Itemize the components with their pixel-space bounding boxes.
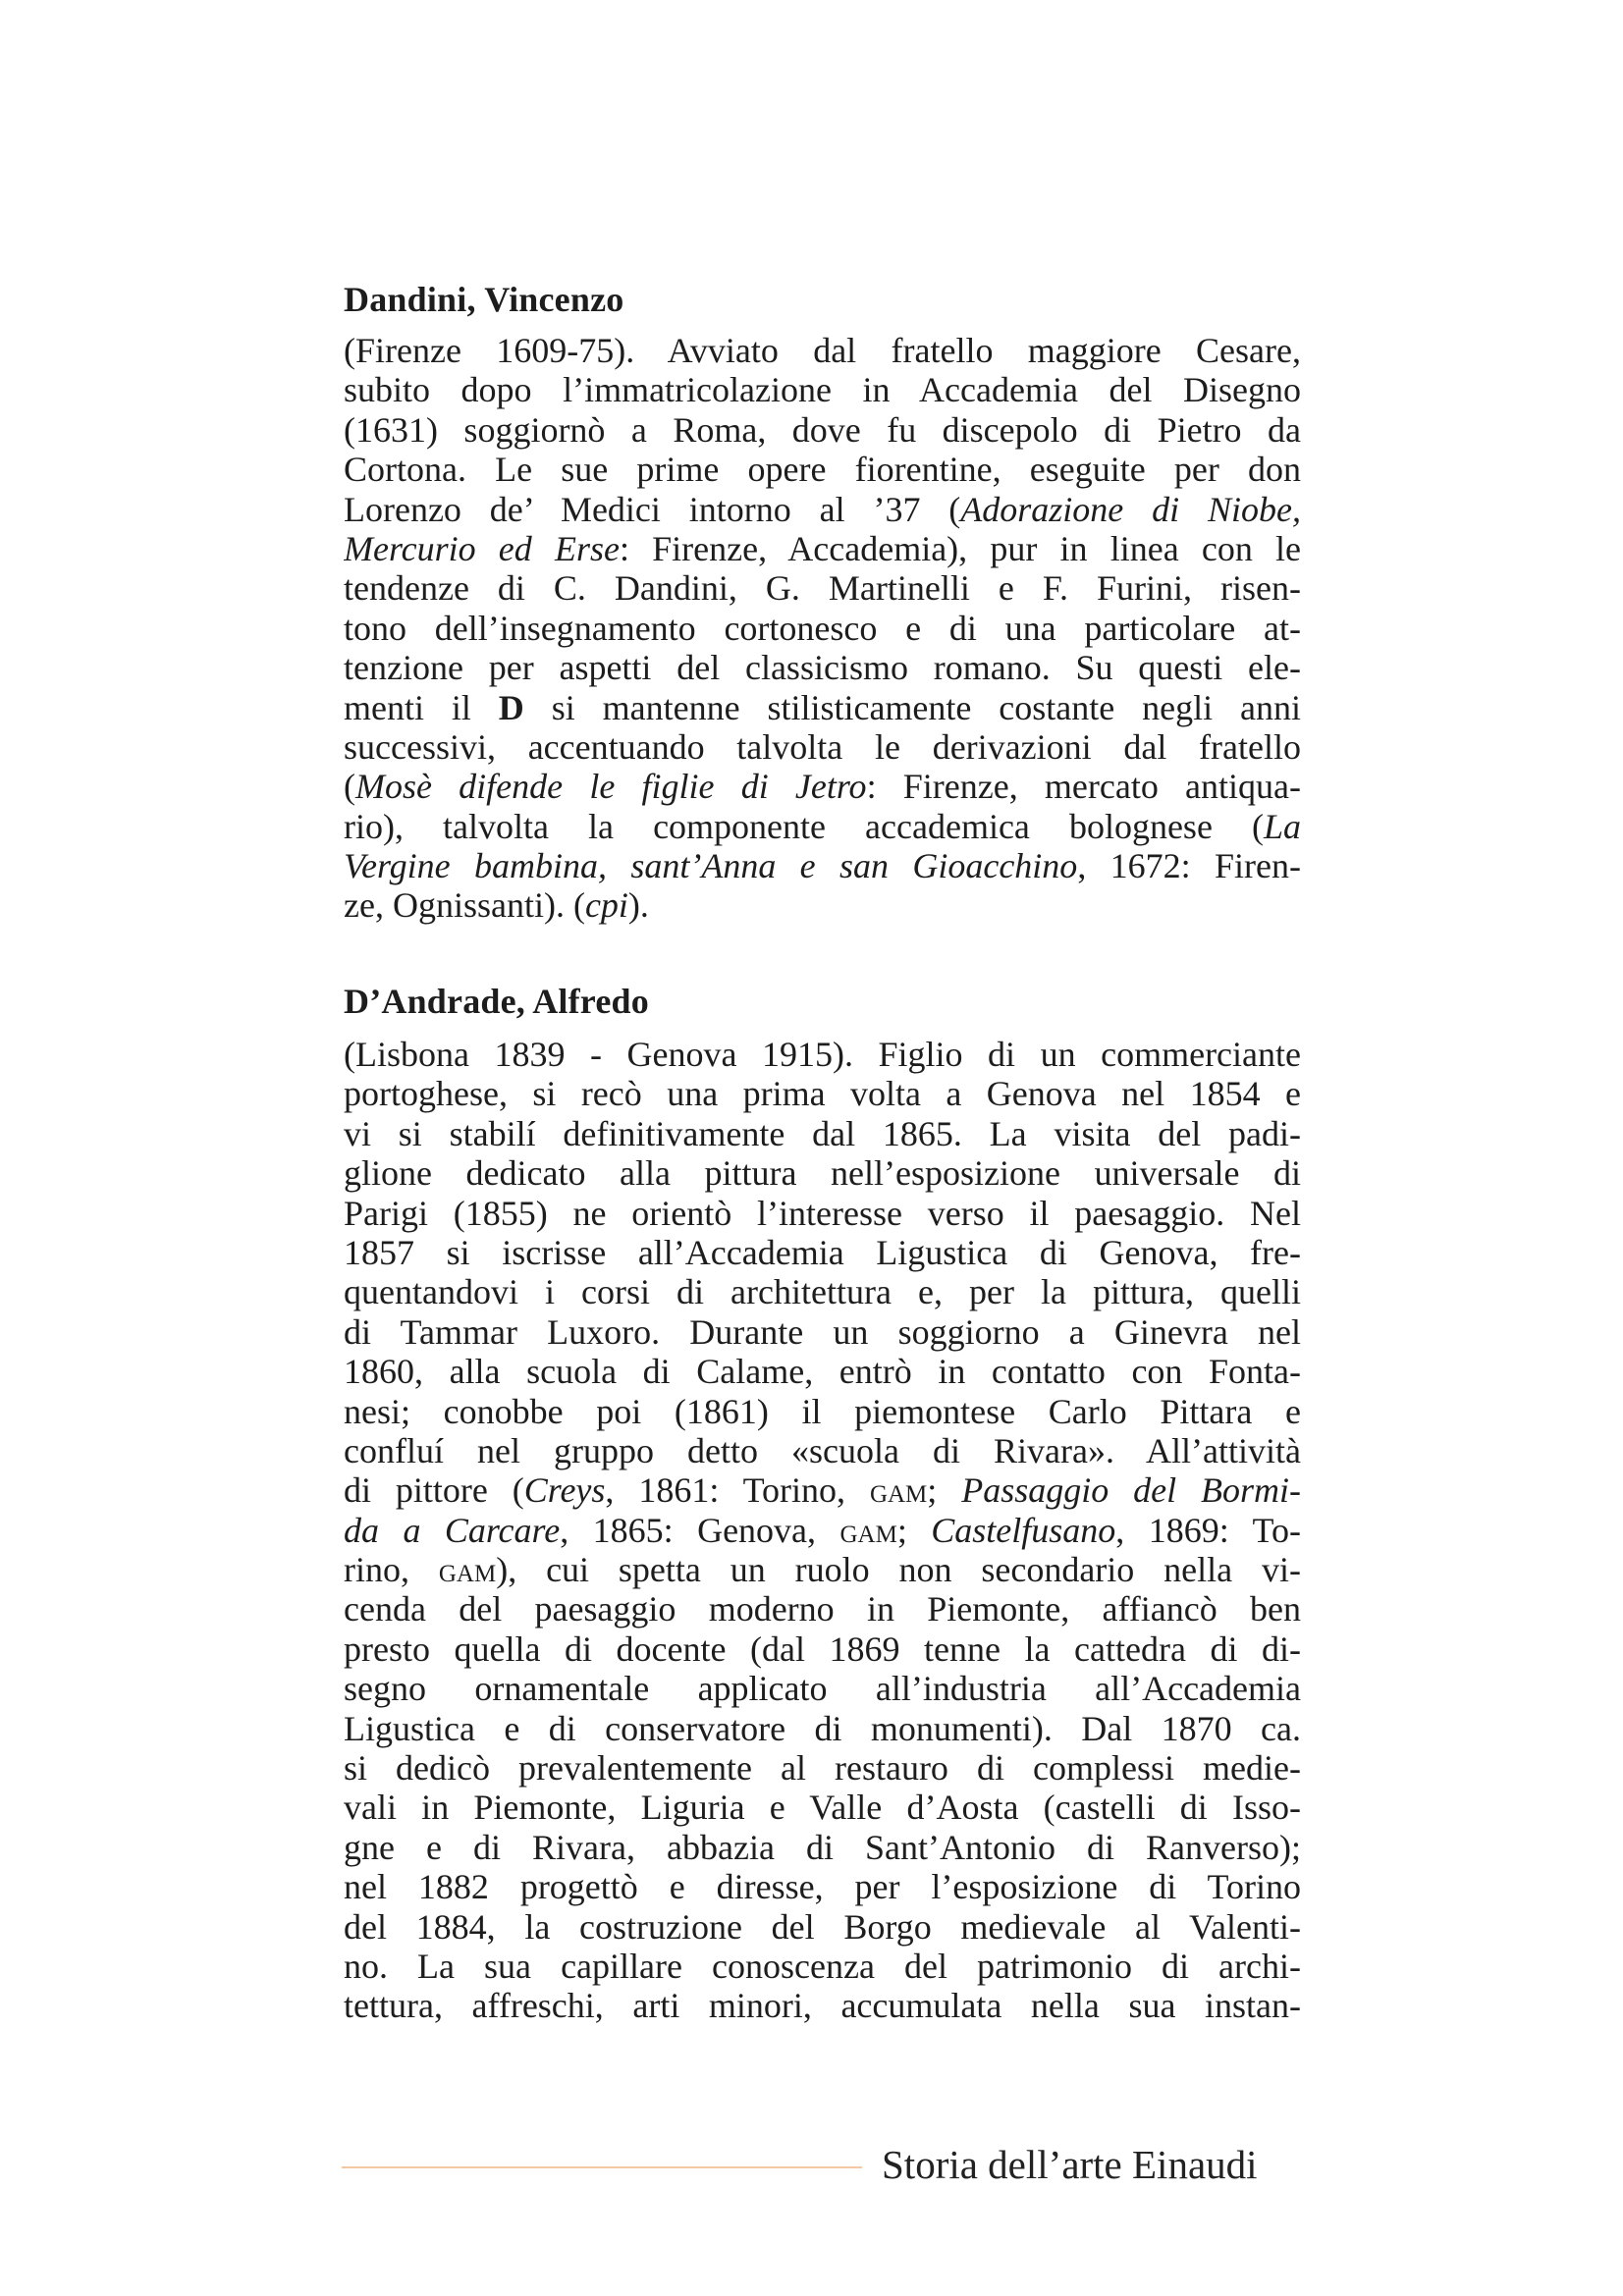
text-segment: del 1884, la costruzione del Borgo medievale al Valenti- — [344, 1906, 1301, 1947]
text-segment: Passaggio del Bormi- — [961, 1470, 1301, 1511]
entry-body-dandini — [344, 331, 1301, 926]
text-segment: vali in Piemonte, Liguria e Valle d’Aosta (castelli di Isso- — [344, 1788, 1301, 1828]
text-line — [344, 1153, 1301, 1193]
footer-publisher-title: Storia dell’arte Einaudi — [882, 2142, 1258, 2187]
text-line — [344, 1114, 1301, 1153]
text-segment: gne e di Rivara, abbazia di Sant’Antonio di Ranverso); — [344, 1827, 1301, 1867]
text-line — [344, 1194, 1301, 1233]
text-segment: si mantenne stilisticamente costante negli anni — [523, 687, 1301, 727]
text-segment: glione dedicato alla pittura nell’esposizione universale di — [344, 1153, 1301, 1194]
text-segment: gam — [438, 1550, 497, 1590]
text-segment: da a Carcare — [344, 1510, 561, 1550]
text-segment: D — [498, 687, 524, 727]
text-segment: segno ornamentale applicato all’industria all’Accademia — [344, 1669, 1301, 1709]
text-segment: Adorazione di Niobe, — [960, 489, 1301, 529]
text-line — [344, 1907, 1301, 1947]
text-segment: portoghese, si recò una prima volta a Genova nel 1854 e — [344, 1074, 1301, 1114]
text-line — [344, 609, 1301, 648]
text-segment: ze, Ognissanti). ( — [344, 885, 585, 926]
text-segment: : Firenze, mercato antiqua- — [866, 767, 1301, 807]
text-segment: tendenze di C. Dandini, G. Martinelli e F. Furini, risen- — [344, 568, 1301, 609]
text-segment: vi si stabilí definitivamente dal 1865. La visita del padi- — [344, 1113, 1301, 1153]
text-segment: Mosè difende le figlie di Jetro — [355, 767, 867, 807]
text-line — [344, 1352, 1301, 1391]
text-line — [344, 1074, 1301, 1113]
text-segment: : Firenze, Accademia), pur in linea con le — [619, 528, 1301, 568]
text-line — [344, 370, 1301, 409]
text-segment: rino, — [344, 1550, 439, 1590]
text-segment: (1631) soggiornò a Roma, dove fu discepolo di Pietro da — [344, 409, 1301, 450]
text-segment: ), cui spetta un ruolo non secondario nella vi- — [496, 1550, 1301, 1590]
text-segment: 1860, alla scuola di Calame, entrò in contatto con Fonta- — [344, 1352, 1301, 1392]
text-line — [344, 1470, 1301, 1510]
text-line — [344, 1589, 1301, 1629]
text-segment: Lorenzo de’ Medici intorno al ’37 ( — [344, 489, 961, 529]
entry-title-dandrade: D’Andrade, Alfredo — [344, 982, 649, 1021]
text-segment: Creys — [523, 1470, 606, 1511]
entry-body-dandrade — [344, 1035, 1301, 2026]
text-line — [344, 727, 1301, 767]
text-line — [344, 688, 1301, 727]
text-line — [344, 1550, 1301, 1589]
text-segment: Parigi (1855) ne orientò l’interesse verso il paesaggio. Nel — [344, 1193, 1301, 1233]
text-line — [344, 1312, 1301, 1352]
text-line — [344, 1233, 1301, 1272]
text-segment: tenzione per aspetti del classicismo romano. Su questi ele- — [344, 648, 1301, 688]
text-segment: tono dell’insegnamento cortonesco e di una particolare at- — [344, 608, 1301, 648]
text-segment: quentandovi i corsi di architettura e, per la pittura, quelli — [344, 1272, 1301, 1312]
footer-rule — [342, 2166, 862, 2168]
text-line — [344, 1828, 1301, 1867]
text-line — [344, 1867, 1301, 1906]
text-line — [344, 1272, 1301, 1311]
text-line — [344, 1392, 1301, 1431]
text-line — [344, 1431, 1301, 1470]
text-segment: , 1672: Firen- — [1077, 846, 1301, 886]
entry-title-dandini: Dandini, Vincenzo — [344, 280, 624, 319]
text-segment: tettura, affreschi, arti minori, accumulata nella sua instan- — [344, 1986, 1301, 2026]
text-line — [344, 1947, 1301, 1986]
text-line — [344, 1511, 1301, 1550]
text-line — [344, 529, 1301, 568]
text-segment: La — [1263, 806, 1301, 846]
text-line — [344, 846, 1301, 885]
text-segment: , 1861: Torino, — [605, 1470, 870, 1511]
text-segment: Castelfusano — [931, 1510, 1116, 1550]
text-segment: ( — [344, 767, 355, 807]
text-segment: cpi — [584, 885, 628, 926]
text-line — [344, 490, 1301, 529]
text-line — [344, 1748, 1301, 1788]
text-segment: subito dopo l’immatricolazione in Accademia del Disegno — [344, 370, 1301, 410]
text-line — [344, 450, 1301, 489]
text-segment: Mercurio ed Erse — [344, 528, 620, 568]
text-segment: 1857 si iscrisse all’Accademia Ligustica di Genova, fre- — [344, 1232, 1301, 1272]
text-segment: (Firenze 1609-75). Avviato dal fratello maggiore Cesare, — [344, 331, 1301, 370]
text-segment: gam — [869, 1470, 928, 1511]
text-line — [344, 1035, 1301, 1074]
text-segment: presto quella di docente (dal 1869 tenne la cattedra di di- — [344, 1629, 1301, 1669]
text-line — [344, 1986, 1301, 2025]
text-segment: nesi; conobbe poi (1861) il piemontese Carlo Pittara e — [344, 1391, 1301, 1431]
text-line — [344, 648, 1301, 687]
text-line — [344, 1709, 1301, 1748]
text-segment: menti il — [344, 687, 499, 727]
text-segment: , 1869: To- — [1115, 1510, 1301, 1550]
text-line — [344, 1788, 1301, 1827]
text-line — [344, 568, 1301, 608]
text-segment: Vergine bambina, sant’Anna e san Gioacchino — [344, 846, 1078, 886]
text-segment: gam — [839, 1510, 897, 1550]
text-line — [344, 807, 1301, 846]
text-segment: di pittore ( — [344, 1470, 524, 1511]
text-segment: di Tammar Luxoro. Durante un soggiorno a Ginevra nel — [344, 1311, 1301, 1352]
text-segment: cenda del paesaggio moderno in Piemonte, affiancò ben — [344, 1589, 1301, 1629]
text-segment: successivi, accentuando talvolta le derivazioni dal fratello — [344, 726, 1301, 767]
text-line — [344, 1669, 1301, 1708]
text-segment: confluí nel gruppo detto «scuola di Rivara». All’attività — [344, 1430, 1301, 1470]
text-segment: Ligustica e di conservatore di monumenti). Dal 1870 ca. — [344, 1708, 1301, 1748]
text-line — [344, 885, 1301, 925]
text-line — [344, 1629, 1301, 1669]
text-segment: si dedicò prevalentemente al restauro di complessi medie- — [344, 1748, 1301, 1789]
text-segment: ; — [927, 1470, 962, 1511]
text-segment: , 1865: Genova, — [560, 1510, 840, 1550]
text-line — [344, 410, 1301, 450]
text-segment: (Lisbona 1839 - Genova 1915). Figlio di un commerciante — [344, 1035, 1301, 1074]
text-line — [344, 767, 1301, 806]
text-segment: ; — [896, 1510, 932, 1550]
text-segment: rio), talvolta la componente accademica bolognese ( — [344, 806, 1264, 846]
text-segment: ). — [627, 885, 649, 926]
text-segment: Cortona. Le sue prime opere fiorentine, eseguite per don — [344, 450, 1301, 490]
text-line — [344, 331, 1301, 370]
text-segment: no. La sua capillare conoscenza del patrimonio di archi- — [344, 1946, 1301, 1986]
text-segment: nel 1882 progettò e diresse, per l’esposizione di Torino — [344, 1867, 1301, 1907]
